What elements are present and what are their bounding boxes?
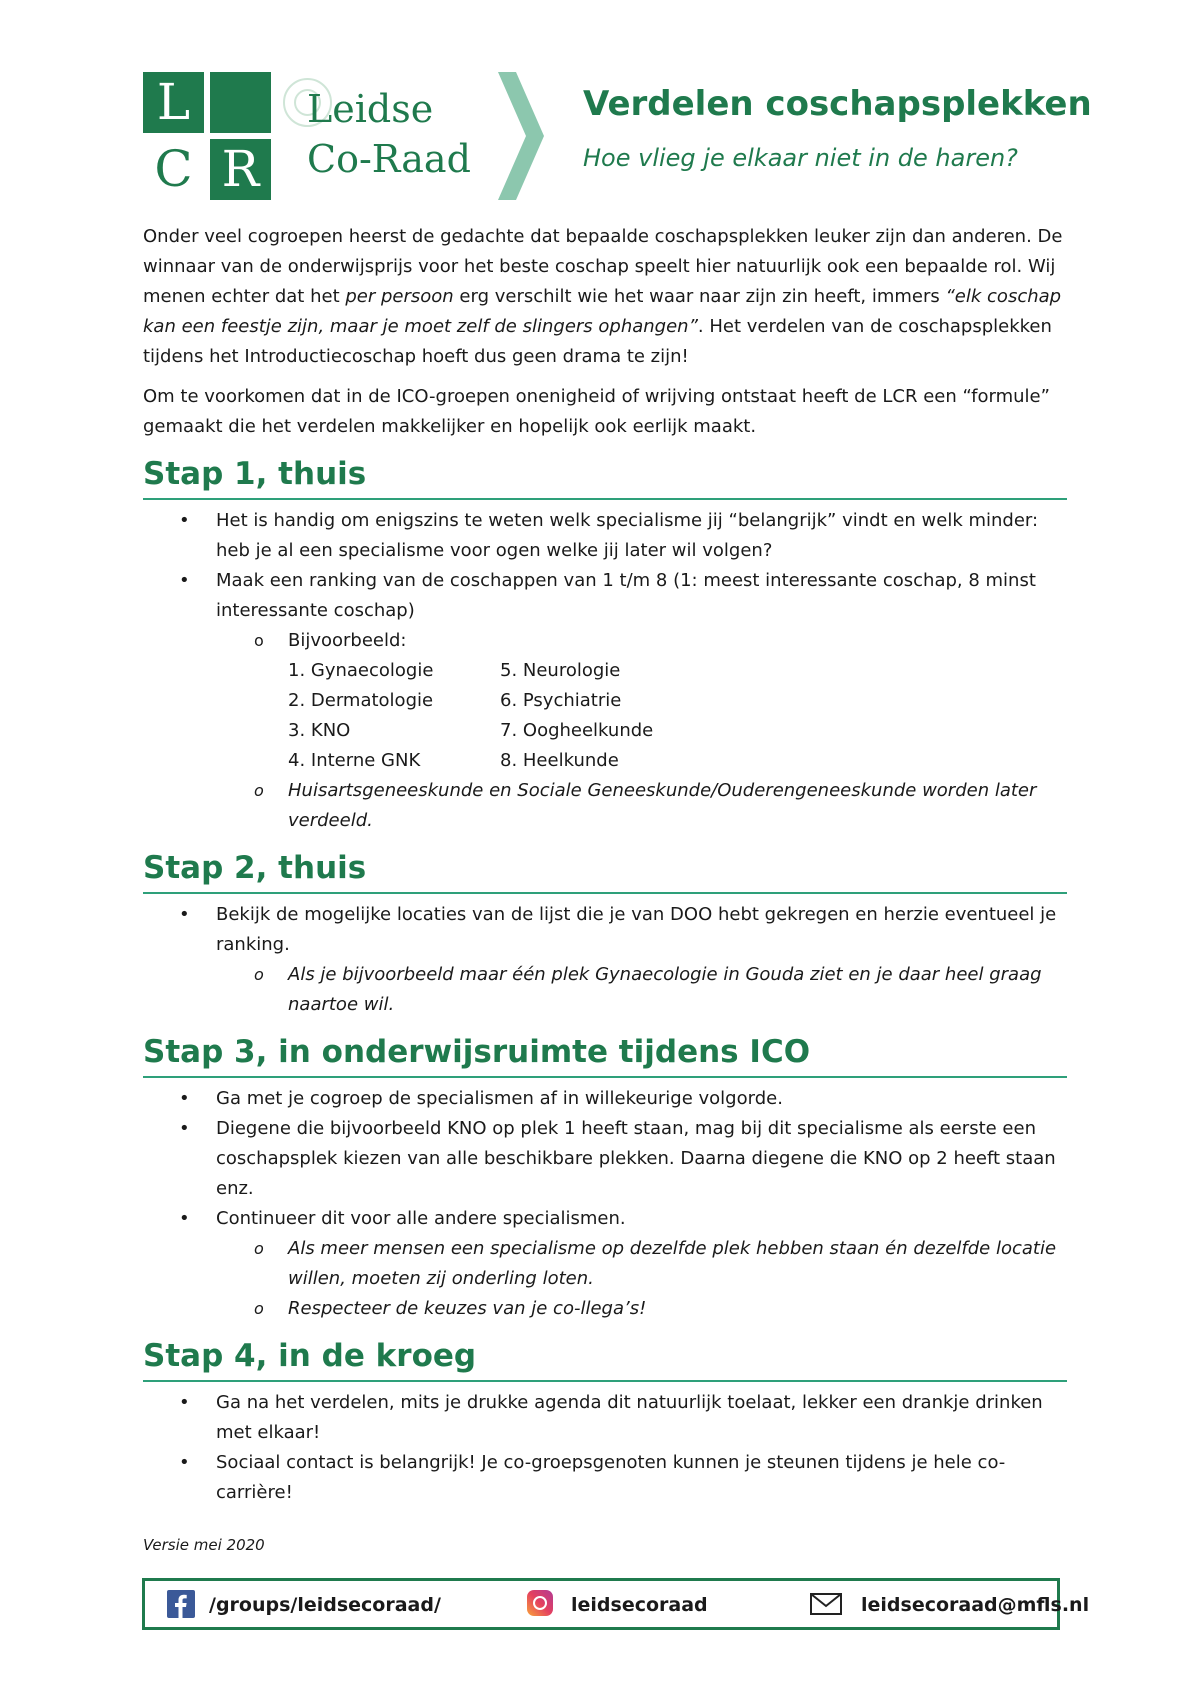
intro-text: Onder veel cogroepen heerst de gedachte dat bepaalde coschapsplekken leuker zijn dan anderen. De winnaar van de onderwijsprijs voor het beste coschap speelt hier natuurlijk ook een bepaalde rol. Wij menen echter dat het (143, 226, 1063, 307)
envelope-icon[interactable] (810, 1593, 842, 1615)
sub-list-item: o Respecteer de keuzes van je co-llega’s! (216, 1294, 1067, 1324)
example-label: Bijvoorbeeld: (288, 630, 407, 651)
list-item (143, 566, 1067, 836)
ranking-item: 1. Gynaecologie (288, 660, 434, 681)
step-1-sublist (216, 776, 1067, 836)
list-item: • Het is handig om enigszins te weten welk specialisme jij “belangrijk” vindt en welk minder: heb je al een specialisme voor ogen welke jij later wil volgen? (143, 506, 1067, 566)
intro-text: erg verschilt wie het waar naar zijn zin heeft, immers (453, 286, 946, 307)
step-3-heading: Stap 3, in onderwijsruimte tijdens ICO (143, 1030, 1067, 1078)
organisation-name-line2: Co-Raad (307, 137, 471, 181)
lcr-logo (143, 72, 271, 200)
step-4-list (143, 1388, 1067, 1508)
organisation-name (307, 84, 471, 184)
ranking-item: 6. Psychiatrie (500, 690, 622, 711)
step-2-sublist (216, 960, 1067, 1020)
ranking-item: 3. KNO (288, 720, 351, 741)
step-2-list (143, 900, 1067, 1020)
sub-list-item: o Als meer mensen een specialisme op dezelfde plek hebben staan én dezelfde locatie willen, moeten zij onderling loten. (216, 1234, 1067, 1294)
email-link[interactable]: leidsecoraad@mfls.nl (861, 1594, 1090, 1616)
organisation-name-line1: Leidse (307, 87, 434, 131)
list-item-text: Bekijk de mogelijke locaties van de lijst die je van DOO hebt gekregen en herzie eventueel je ranking. (216, 904, 1057, 955)
step-3-list (143, 1084, 1067, 1324)
intro-paragraph-2: Om te voorkomen dat in de ICO-groepen onenigheid of wrijving ontstaat heeft de LCR een “formule” gemaakt die het verdelen makkelijker en hopelijk ook eerlijk maakt. (143, 386, 1050, 437)
step-4-heading: Stap 4, in de kroeg (143, 1334, 1067, 1382)
sub-list-item: o Huisartsgeneeskunde en Sociale Geneeskunde/Ouderengeneeskunde worden later verdeeld. (216, 776, 1067, 836)
sub-list-item (216, 626, 1067, 656)
logo-seal-tile (210, 72, 271, 133)
facebook-link[interactable]: /groups/leidsecoraad/ (209, 1594, 441, 1616)
step-1-heading: Stap 1, thuis (143, 452, 1067, 500)
list-item (143, 900, 1067, 1020)
step-1-list (143, 506, 1067, 836)
list-item (143, 1204, 1067, 1324)
document-title: Verdelen coschapsplekken (583, 84, 1092, 124)
ranking-item: 7. Oogheelkunde (500, 720, 654, 741)
ranking-item: 5. Neurologie (500, 660, 621, 681)
ranking-item: 8. Heelkunde (500, 750, 619, 771)
sub-list-item: o Als je bijvoorbeeld maar één plek Gynaecologie in Gouda ziet en je daar heel graag naartoe wil. (216, 960, 1067, 1020)
list-item-text: Maak een ranking van de coschappen van 1 t/m 8 (1: meest interessante coschap, 8 minst interessante coschap) (216, 570, 1036, 621)
ranking-example (216, 656, 1067, 776)
list-item: • Diegene die bijvoorbeeld KNO op plek 1 heeft staan, mag bij dit specialisme als eerste een coschapsplek kiezen van alle beschikbare plekken. Daarna diegene die KNO op 2 heeft staan enz. (143, 1114, 1067, 1204)
intro-quote: “elk coschap kan een feestje zijn, maar je moet zelf de slingers ophangen” (143, 286, 1062, 337)
step-2-heading: Stap 2, thuis (143, 846, 1067, 894)
intro-text: . Het verdelen van de coschapsplekken tijdens het Introductiecoschap hoeft dus geen drama te zijn! (143, 316, 1052, 367)
step-3-sublist (216, 1234, 1067, 1324)
intro-paragraph-1 (143, 222, 1067, 372)
chevron-divider-icon (498, 72, 544, 200)
logo-letter-l: L (143, 72, 204, 133)
intro-emphasis: per persoon (345, 286, 454, 307)
list-item: • Ga met je cogroep de specialismen af in willekeurige volgorde. (143, 1084, 1067, 1114)
step-1-sublist (216, 626, 1067, 656)
document-body (143, 222, 1067, 1512)
list-item: • Sociaal contact is belangrijk! Je co-groepsgenoten kunnen je steunen tijdens je hele co-carrière! (143, 1448, 1067, 1508)
document-subtitle: Hoe vlieg je elkaar niet in de haren? (583, 144, 1018, 172)
list-item: • Ga na het verdelen, mits je drukke agenda dit natuurlijk toelaat, lekker een drankje drinken met elkaar! (143, 1388, 1067, 1448)
instagram-icon[interactable] (527, 1590, 553, 1616)
logo-letter-c: C (143, 139, 204, 200)
ranking-item: 4. Interne GNK (288, 750, 421, 771)
ranking-item: 2. Dermatologie (288, 690, 434, 711)
facebook-icon[interactable] (167, 1590, 195, 1618)
facebook-glyph (167, 1590, 195, 1618)
list-item-text: Continueer dit voor alle andere specialismen. (216, 1208, 626, 1229)
logo-letter-r: R (210, 139, 271, 200)
contact-footer (142, 1578, 1090, 1630)
version-note: Versie mei 2020 (143, 1536, 265, 1554)
instagram-link[interactable]: leidsecoraad (571, 1594, 708, 1616)
